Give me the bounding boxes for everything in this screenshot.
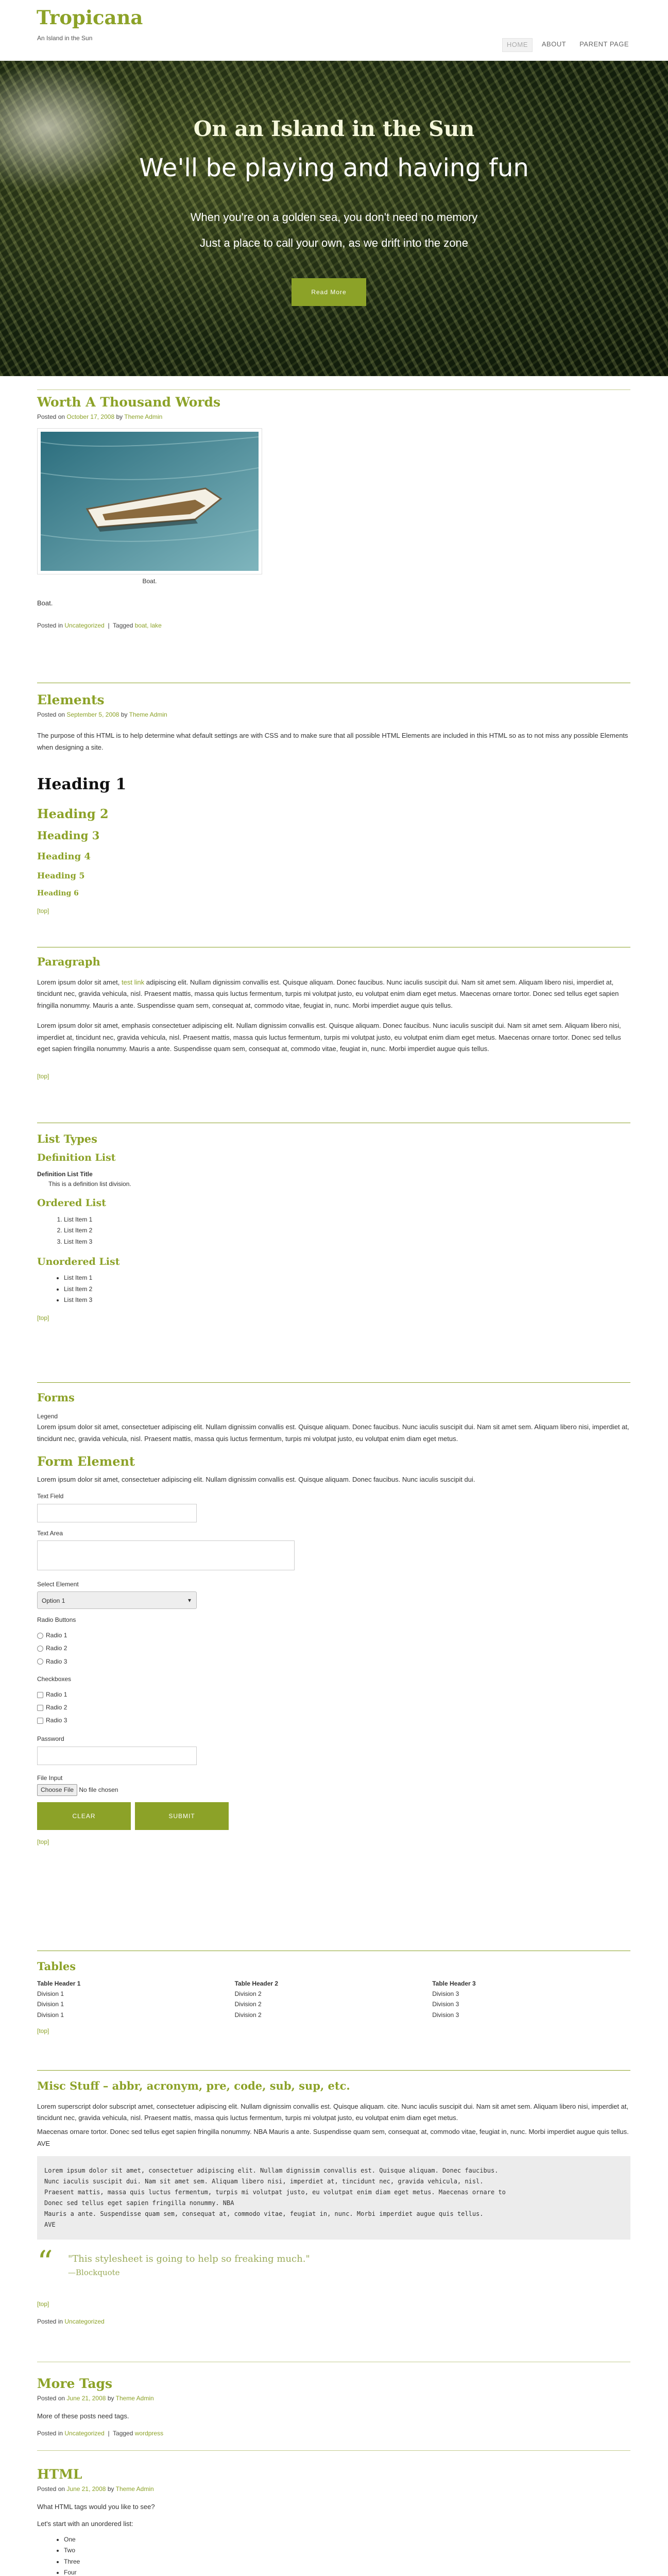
main-navigation xyxy=(502,38,633,52)
sample-table xyxy=(37,1978,630,2021)
radio-option[interactable]: Radio 3 xyxy=(37,1655,630,1668)
list-item: • One xyxy=(64,2534,630,2546)
site-header xyxy=(0,0,668,61)
choose-file-button[interactable]: Choose File xyxy=(37,1784,77,1796)
file-input-label: File Input xyxy=(37,1774,63,1782)
post-meta: Posted on June 21, 2008 by Theme Admin xyxy=(37,2395,154,2402)
radio-group xyxy=(37,1629,630,1668)
table-cell: Division 1 xyxy=(37,2011,64,2019)
form-element-heading: Form Element xyxy=(37,1454,135,1469)
text-field-input[interactable] xyxy=(37,1504,197,1522)
table-row xyxy=(37,1989,630,1999)
unordered-list-heading: Unordered List xyxy=(37,1256,120,1267)
post-date-link[interactable]: June 21, 2008 xyxy=(66,2485,106,2493)
table-cell: Division 3 xyxy=(432,1990,459,1997)
post-divider xyxy=(37,2450,630,2451)
post-title[interactable]: Worth A Thousand Words xyxy=(37,395,221,410)
table-cell: Division 1 xyxy=(37,1990,64,1997)
heading-6: Heading 6 xyxy=(37,889,79,898)
preformatted-text: Lorem ipsum dolor sit amet, consectetuer adipiscing elit. Nullam dignissim convallis est. Quisque aliquam. Donec faucibus. Nunc iaculis suscipit dui. Nam sit amet sem. Aliquam libero nisi, imperdiet at, tincidunt nec, gravida vehicula, nisl. Praesent mattis, massa quis luctus fermentum, turpis mi volutpat justo, eu volutpat enim diam eget metus. Maecenas ornare to Donec sed tellus eget sapien fringilla nonummy. NBA Mauris a ante. Suspendisse quam sem, consequat at, commodo vitae, feugiat in, nunc. Morbi imperdiet augue quis tellus. AVE xyxy=(37,2156,630,2240)
ordered-list-heading: Ordered List xyxy=(37,1197,106,1209)
checkbox-option[interactable]: Radio 1 xyxy=(37,1688,630,1701)
heading-1: Heading 1 xyxy=(37,775,127,793)
quote-cite: —Blockquote xyxy=(68,2268,120,2278)
list-item: • Four xyxy=(64,2567,630,2576)
table-header-row xyxy=(37,1978,630,1989)
legend-label: Legend xyxy=(37,1412,58,1420)
hero-subtitle: We'll be playing and having fun xyxy=(139,154,529,182)
section-divider xyxy=(37,2070,630,2071)
elements-intro: The purpose of this HTML is to help determine what default settings are with CSS and to make sure that all possible HTML Elements are included in this HTML so as to not miss any possible Elements when designing a site. xyxy=(37,732,628,751)
form-buttons xyxy=(37,1802,630,1830)
post-intro-ul: Let's start with an unordered list: xyxy=(37,2519,133,2528)
clear-button[interactable]: CLEAR xyxy=(37,1802,131,1830)
misc-heading: Misc Stuff – abbr, acronym, pre, code, sub, sup, etc. xyxy=(37,2079,350,2092)
post-author-link[interactable]: Theme Admin xyxy=(115,2395,154,2402)
nav-item-home[interactable]: HOME xyxy=(502,38,533,52)
top-link[interactable]: [top] xyxy=(37,907,49,915)
paragraph-section xyxy=(37,953,630,1081)
post-body: Boat. xyxy=(37,599,53,607)
post-title[interactable]: More Tags xyxy=(37,2376,113,2391)
quote-text: "This stylesheet is going to help so freaking much." xyxy=(68,2253,310,2264)
tag-links[interactable]: boat, lake xyxy=(134,622,162,630)
definition-title: Definition List Title xyxy=(37,1170,93,1178)
table-cell: Division 3 xyxy=(432,2011,459,2019)
post-date-link[interactable]: June 21, 2008 xyxy=(66,2395,106,2402)
table-header: Table Header 2 xyxy=(234,1979,279,1987)
post-footer: Posted in Uncategorized | Tagged boat, lake xyxy=(37,622,162,630)
post-author-link[interactable]: Theme Admin xyxy=(115,2485,154,2493)
table-cell: Division 2 xyxy=(234,1990,262,1997)
list-item: • List Item 1 xyxy=(64,1273,630,1284)
legend-text: Lorem ipsum dolor sit amet, consectetuer adipiscing elit. Nullam dignissim convallis est. Quisque aliquam. Donec faucibus. Nunc iaculis suscipit dui. Nam sit amet sem. Aliquam libero nisi, imperdiet at, tincidunt nec, gravida vehicula, nisl. Praesent mattis, massa quis luctus fermentum, turpis mi volutpat justo, eu volutpat enim diam eget metus. xyxy=(37,1422,629,1443)
tables-heading: Tables xyxy=(37,1960,76,1973)
select-dropdown[interactable] xyxy=(37,1591,197,1609)
site-description: An Island in the Sun xyxy=(37,35,93,42)
ordered-list xyxy=(64,1214,630,1248)
paragraph-2: Lorem ipsum dolor sit amet, emphasis consectetuer adipiscing elit. Nullam dignissim convallis est. Quisque aliquam. Donec faucibus. Nunc iaculis suscipit dui. Nam sit amet sem. Aliquam libero nisi, imperdiet at, tincidunt nec, gravida vehicula, nisl. Praesent mattis, massa quis luctus fermentum, turpis mi volutpat justo, eu volutpat enim diam eget metus. Maecenas ornare tortor. Donec sed tellus eget sapien fringilla nonummy. Mauris a ante. Suspendisse quam sem, consequat at, commodo vitae, feugiat in, nunc. Morbi imperdiet augue quis tellus. xyxy=(37,1021,621,1053)
checkbox-icon xyxy=(37,1718,43,1724)
text-area-input[interactable] xyxy=(37,1540,295,1570)
tag-links[interactable]: wordpress xyxy=(134,2429,164,2437)
site-title[interactable]: Tropicana xyxy=(37,6,143,29)
post-elements xyxy=(37,692,630,917)
submit-button[interactable]: SUBMIT xyxy=(135,1802,229,1830)
heading-4: Heading 4 xyxy=(37,851,91,862)
table-cell: Division 3 xyxy=(432,2001,459,2008)
post-meta: Posted on June 21, 2008 by Theme Admin xyxy=(37,2485,154,2493)
table-cell: Division 2 xyxy=(234,2001,262,2008)
unordered-list xyxy=(64,2534,630,2576)
radio-icon xyxy=(37,1658,43,1665)
misc-section xyxy=(37,2077,630,2327)
text-field-label: Text Field xyxy=(37,1493,64,1500)
radio-buttons-label: Radio Buttons xyxy=(37,1616,76,1623)
no-file-text: No file chosen xyxy=(79,1786,118,1793)
radio-icon xyxy=(37,1633,43,1639)
list-types-heading: List Types xyxy=(37,1132,97,1145)
paragraph-1: Lorem ipsum dolor sit amet, test link adipiscing elit. Nullam dignissim convallis est. Quisque aliquam. Donec faucibus. Nunc iaculis suscipit dui. Nam sit amet sem. Aliquam libero nisi, imperdiet at, tincidunt nec, gravida vehicula, nisl. Praesent mattis, massa quis luctus fermentum, turpis mi volutpat justo, eu volutpat enim diam eget metus. Maecenas ornare tortor. Donec sed tellus eget sapien fringilla nonummy. Mauris a ante. Suspendisse quam sem, consequat at, commodo vitae, feugiat in, nunc. Morbi imperdiet augue quis tellus. xyxy=(37,978,619,1010)
top-link[interactable]: [top] xyxy=(37,1073,49,1080)
top-link[interactable]: [top] xyxy=(37,2027,49,2035)
quote-mark-icon: “ xyxy=(37,2244,53,2280)
post-image-frame xyxy=(37,428,262,574)
category-link[interactable]: Uncategorized xyxy=(64,2317,105,2325)
top-link[interactable]: [top] xyxy=(37,2300,49,2308)
checkbox-icon xyxy=(37,1705,43,1711)
paragraph-heading: Paragraph xyxy=(37,955,100,968)
chevron-down-icon: ▾ xyxy=(187,1596,191,1604)
list-item: • List Item 3 xyxy=(64,1295,630,1306)
top-link[interactable]: [top] xyxy=(37,1314,49,1321)
forms-section xyxy=(37,1389,630,1847)
file-input xyxy=(37,1784,630,1796)
category-link[interactable]: Uncategorized xyxy=(64,2429,105,2437)
select-value: Option 1 xyxy=(42,1597,65,1604)
list-item: 1. List Item 1 xyxy=(64,1214,630,1226)
test-link[interactable]: test link xyxy=(122,978,145,986)
nav-item-about[interactable]: ABOUT xyxy=(541,40,567,48)
post-body: More of these posts need tags. xyxy=(37,2412,129,2420)
blockquote xyxy=(37,2244,630,2280)
password-label: Password xyxy=(37,1735,64,1743)
list-item: • List Item 2 xyxy=(64,1284,630,1295)
post-footer: Posted in Uncategorized | Tagged wordpress xyxy=(37,2429,164,2437)
table-row xyxy=(37,1999,630,2009)
checkbox-option[interactable]: Radio 2 xyxy=(37,1701,630,1714)
heading-5: Heading 5 xyxy=(37,871,85,881)
table-cell: Division 2 xyxy=(234,2011,262,2019)
post-worth-a-thousand-words xyxy=(37,395,630,631)
section-divider xyxy=(37,1382,630,1383)
post-title[interactable]: Elements xyxy=(37,692,105,707)
list-item: 3. List Item 3 xyxy=(64,1236,630,1248)
checkbox-icon xyxy=(37,1692,43,1698)
form-intro: Lorem ipsum dolor sit amet, consectetuer adipiscing elit. Nullam dignissim convallis est. Quisque aliquam. Donec faucibus. Nunc iaculis suscipit dui. xyxy=(37,1475,475,1483)
table-row xyxy=(37,2010,630,2020)
password-input[interactable] xyxy=(37,1747,197,1765)
category-link[interactable]: Uncategorized xyxy=(64,622,105,630)
post-author-link[interactable]: Theme Admin xyxy=(124,413,163,420)
post-more-tags xyxy=(37,2376,630,2438)
table-header: Table Header 1 xyxy=(37,1979,81,1987)
post-meta: Posted on October 17, 2008 by Theme Admin xyxy=(37,413,163,420)
table-cell: Division 1 xyxy=(37,2001,64,2008)
list-item: • Two xyxy=(64,2545,630,2556)
misc-paragraph-1: Lorem superscript dolor subscript amet, consectetuer adipiscing elit. Nullam dignissim convallis est. Quisque aliquam. cite. Nunc iaculis suscipit dui. Nam sit amet sem. Aliquam libero nisi, imperdiet at, tincidunt nec, gravida vehicula, nisl. Praesent mattis, massa quis luctus fermentum, turpis mi volutpat justo, eu volutpat enim diam eget metus. xyxy=(37,2102,629,2122)
hero-banner xyxy=(0,61,668,376)
tables-section xyxy=(37,1958,630,2036)
divider xyxy=(37,389,630,390)
checkbox-group xyxy=(37,1688,630,1727)
table-header: Table Header 3 xyxy=(432,1979,476,1987)
radio-option[interactable]: Radio 2 xyxy=(37,1642,630,1655)
list-item: • Three xyxy=(64,2556,630,2568)
forms-heading: Forms xyxy=(37,1391,75,1404)
select-label: Select Element xyxy=(37,1580,79,1588)
post-question: What HTML tags would you like to see? xyxy=(37,2503,155,2511)
checkboxes-label: Checkboxes xyxy=(37,1675,72,1683)
hero-title: On an Island in the Sun xyxy=(193,116,475,141)
post-author-link[interactable]: Theme Admin xyxy=(129,711,167,718)
definition-list-heading: Definition List xyxy=(37,1151,116,1163)
post-date-link[interactable]: October 17, 2008 xyxy=(66,413,115,420)
post-title[interactable]: HTML xyxy=(37,2467,82,2482)
heading-2: Heading 2 xyxy=(37,806,109,821)
list-types-section xyxy=(37,1130,630,1323)
unordered-list xyxy=(64,1273,630,1306)
boat-image[interactable] xyxy=(41,432,259,571)
list-item: 2. List Item 2 xyxy=(64,1225,630,1236)
hero-line-2: Just a place to call your own, as we drift into the zone xyxy=(200,236,468,249)
post-date-link[interactable]: September 5, 2008 xyxy=(66,711,119,718)
top-link[interactable]: [top] xyxy=(37,1838,49,1846)
definition-description: This is a definition list division. xyxy=(48,1180,131,1188)
post-footer: Posted in Uncategorized xyxy=(37,2317,105,2325)
radio-option[interactable]: Radio 1 xyxy=(37,1629,630,1642)
heading-3: Heading 3 xyxy=(37,829,100,842)
text-area-label: Text Area xyxy=(37,1529,63,1537)
nav-item-parent-page[interactable]: PARENT PAGE xyxy=(579,40,629,48)
misc-paragraph-2: Maecenas ornare tortor. Donec sed tellus eget sapien fringilla nonummy. NBA Mauris a ante. Suspendisse quam sem, consequat at, commodo vitae, feugiat in, nunc. Morbi imperdiet augue quis tellus. AVE xyxy=(37,2128,629,2147)
image-caption: Boat. xyxy=(142,578,157,585)
checkbox-option[interactable]: Radio 3 xyxy=(37,1714,630,1727)
post-meta: Posted on September 5, 2008 by Theme Admin xyxy=(37,711,167,718)
hero-line-1: When you're on a golden sea, you don't need no memory xyxy=(190,211,478,224)
radio-icon xyxy=(37,1646,43,1652)
read-more-button[interactable]: Read More xyxy=(292,278,366,306)
post-html xyxy=(37,2467,630,2576)
